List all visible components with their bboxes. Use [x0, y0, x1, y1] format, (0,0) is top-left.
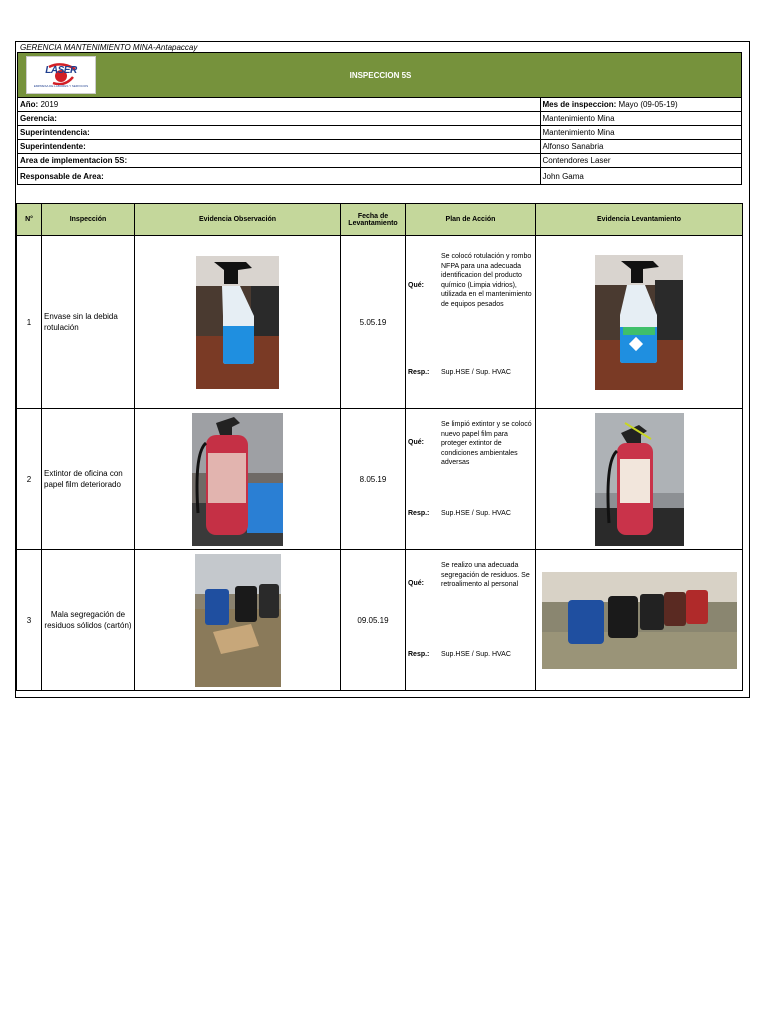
col-num: N° — [17, 204, 42, 236]
info-row-area — [18, 154, 742, 168]
spray-bottle-photo — [196, 256, 279, 389]
gerencia-value: Mantenimiento Mina — [540, 112, 742, 126]
row-fecha: 5.05.19 — [341, 236, 406, 409]
labeled-bottle-photo — [595, 255, 683, 390]
col-plan: Plan de Acción — [406, 204, 536, 236]
row-plan — [406, 550, 536, 691]
area-value: Contendores Laser — [540, 154, 742, 168]
resp-value: Sup.HSE / Sup. HVAC — [441, 651, 511, 658]
extinguisher-icon — [192, 413, 283, 546]
waste-bins-before-photo — [195, 554, 281, 687]
row-num: 1 — [17, 236, 42, 409]
table-header-row — [17, 204, 743, 236]
row-num: 3 — [17, 550, 42, 691]
col-fecha: Fecha de Levantamiento — [341, 204, 406, 236]
info-row-responsable — [18, 168, 742, 185]
mes-value: Mayo (09-05-19) — [618, 100, 678, 109]
labeled-bottle-icon — [595, 255, 683, 390]
logo-cell — [18, 53, 99, 98]
row-inspeccion: Mala segregación de residuos sólidos (cartón) — [42, 550, 135, 691]
title-row — [18, 53, 742, 98]
gerencia-label: Gerencia: — [18, 112, 541, 126]
row-evidence-observation — [135, 550, 341, 691]
table-row — [17, 236, 743, 409]
anio-value: 2019 — [40, 100, 59, 109]
superintendencia-value: Mantenimiento Mina — [540, 126, 742, 140]
plan-text: Se colocó rotulación y rombo NFPA para una adecuada identificacion del producto químico (Limpia vidrios), utilizada en el mantenimiento de equipos pesados — [441, 253, 532, 308]
row-inspeccion: Envase sin la debida rotulación — [42, 236, 135, 409]
que-label: Qué: — [408, 282, 424, 289]
extinguisher-clean-icon — [595, 413, 684, 546]
area-label: Area de implementacion 5S: — [18, 154, 541, 168]
info-row-anio — [18, 98, 742, 112]
logo-subtext: EMPRESA DE LABORES Y SERVICIOS — [33, 83, 89, 88]
superintendente-label: Superintendente: — [18, 140, 541, 154]
plan-text: Se realizo una adecuada segregación de residuos. Se retroalimento al personal — [441, 562, 530, 588]
table-row — [17, 409, 743, 550]
waste-bins-after-photo — [542, 572, 737, 669]
row-fecha: 8.05.19 — [341, 409, 406, 550]
resp-label: Resp.: — [408, 369, 430, 376]
info-table — [17, 52, 742, 185]
row-evidence-observation — [135, 409, 341, 550]
col-evidencia-levantamiento: Evidencia Levantamiento — [536, 204, 743, 236]
waste-bins-sorted-icon — [542, 572, 737, 669]
logo-word: LASER — [45, 64, 77, 76]
inspection-table — [16, 203, 743, 691]
responsable-label: Responsable de Area: — [18, 168, 541, 185]
responsable-value: John Gama — [540, 168, 742, 185]
row-num: 2 — [17, 409, 42, 550]
info-row-gerencia — [18, 112, 742, 126]
row-evidence-levantamiento — [536, 236, 743, 409]
resp-label: Resp.: — [408, 510, 430, 517]
plan-text: Se limpió extintor y se colocó nuevo papel film para proteger extintor de condiciones ambientales adversas — [441, 421, 532, 466]
mes-label: Mes de inspeccion: — [542, 100, 617, 109]
extinguisher-after-photo — [595, 413, 684, 546]
superintendente-value: Alfonso Sanabria — [540, 140, 742, 154]
row-inspeccion: Extintor de oficina con papel film deteriorado — [42, 409, 135, 550]
info-row-superintendencia — [18, 126, 742, 140]
row-evidence-observation — [135, 236, 341, 409]
resp-value: Sup.HSE / Sup. HVAC — [441, 369, 511, 376]
extinguisher-before-photo — [192, 413, 283, 546]
row-plan — [406, 236, 536, 409]
que-label: Qué: — [408, 580, 424, 587]
page-title — [98, 53, 742, 98]
laser-logo — [26, 56, 96, 94]
info-row-superintendente — [18, 140, 742, 154]
organization-label: GERENCIA MANTENIMIENTO MINA-Antapaccay — [20, 43, 198, 52]
resp-value: Sup.HSE / Sup. HVAC — [441, 510, 511, 517]
anio-label: Año: — [20, 100, 39, 109]
table-row — [17, 550, 743, 691]
bottom-divider — [17, 697, 750, 698]
col-evidencia-observacion: Evidencia Observación — [135, 204, 341, 236]
que-label: Qué: — [408, 439, 424, 446]
row-fecha: 09.05.19 — [341, 550, 406, 691]
waste-bins-icon — [195, 554, 281, 687]
row-evidence-levantamiento — [536, 409, 743, 550]
superintendencia-label: Superintendencia: — [18, 126, 541, 140]
row-plan — [406, 409, 536, 550]
resp-label: Resp.: — [408, 651, 430, 658]
row-evidence-levantamiento — [536, 550, 743, 691]
col-inspeccion: Inspección — [42, 204, 135, 236]
spray-bottle-icon — [196, 256, 279, 389]
page-title-text: INSPECCION 5S — [349, 70, 412, 80]
